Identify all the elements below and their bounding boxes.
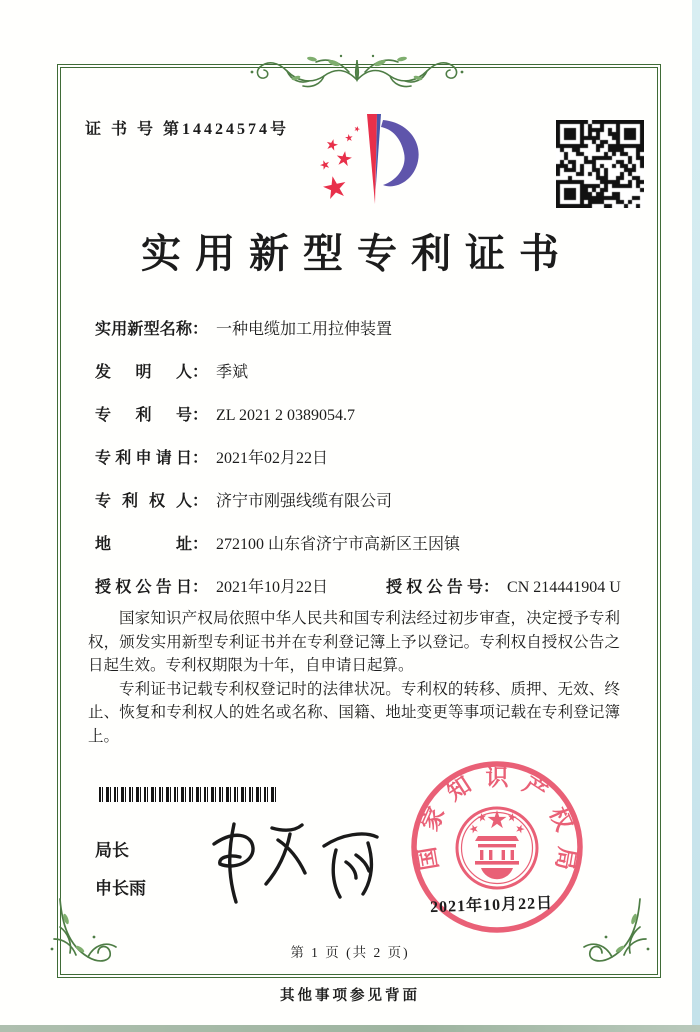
field-label: 专利权人	[95, 493, 192, 510]
field-row-patentee	[95, 488, 635, 509]
field-row-filing-date	[95, 445, 635, 466]
field-value: 272100 山东省济宁市高新区王因镇	[216, 536, 461, 553]
signer-title: 局长	[95, 841, 129, 860]
field-list	[95, 316, 635, 574]
grant-date-pair	[95, 574, 328, 597]
cnipa-patent-logo-icon	[288, 108, 426, 212]
field-label: 授权公告日	[95, 579, 192, 596]
field-row-inventor	[95, 359, 635, 380]
scan-edge-bottom	[0, 1025, 700, 1032]
field-row-patent-number	[95, 402, 635, 423]
grant-number-pair	[386, 574, 621, 597]
legal-paragraph-2: 专利证书记载专利权登记时的法律状况。专利权的转移、质押、无效、终止、恢复和专利权人的姓名或名称、国籍、地址变更等事项记载在专利登记簿上。	[88, 680, 620, 745]
field-colon: ：	[483, 579, 500, 596]
signer-name: 申长雨	[95, 879, 146, 898]
field-value: 济宁市刚强线缆有限公司	[216, 493, 393, 510]
legal-text	[88, 607, 620, 748]
field-label: 地址	[95, 536, 192, 553]
field-colon: ：	[192, 536, 209, 553]
field-label: 专利申请日	[95, 450, 192, 467]
field-colon: ：	[192, 450, 209, 467]
field-colon: ：	[192, 493, 209, 510]
scan-edge-right	[692, 0, 700, 1032]
page-number: 第 1 页 (共 2 页)	[290, 945, 410, 960]
field-label: 发明人	[95, 364, 192, 381]
field-colon: ：	[192, 579, 209, 596]
handwritten-signature	[198, 810, 388, 910]
field-value: 季斌	[216, 364, 249, 381]
seal-date: 2021年10月22日	[429, 894, 554, 917]
legal-paragraph-1: 国家知识产权局依照中华人民共和国专利法经过初步审查，决定授予专利权，颁发实用新型专利证书并在专利登记簿上予以登记。专利权自授权公告之日起生效。专利权期限为十年，自申请日起算。	[88, 610, 620, 674]
seal-text: 国家知识产权局	[414, 764, 580, 872]
field-label: 实用新型名称	[95, 321, 192, 338]
national-emblem-icon	[457, 808, 537, 888]
field-value: CN 214441904 U	[507, 579, 621, 596]
field-value: 2021年10月22日	[216, 579, 329, 596]
field-row-name	[95, 316, 635, 337]
field-label: 授权公告号	[386, 579, 484, 596]
certificate-number: 证 书 号 第14424574号	[85, 121, 290, 138]
field-row-address	[95, 531, 635, 552]
back-side-note: 其他事项参见背面	[280, 988, 420, 1004]
field-colon: ：	[192, 321, 209, 338]
grant-row	[95, 574, 640, 597]
field-value: 一种电缆加工用拉伸装置	[216, 321, 393, 338]
signer-block	[95, 836, 146, 912]
qr-code	[556, 120, 644, 208]
field-label: 专利号	[95, 407, 192, 424]
certificate-title: 实用新型专利证书	[141, 231, 573, 276]
field-colon: ：	[192, 407, 209, 424]
field-value: ZL 2021 2 0389054.7	[216, 407, 355, 424]
field-colon: ：	[192, 364, 209, 381]
field-value: 2021年02月22日	[216, 450, 329, 467]
barcode	[99, 787, 277, 802]
